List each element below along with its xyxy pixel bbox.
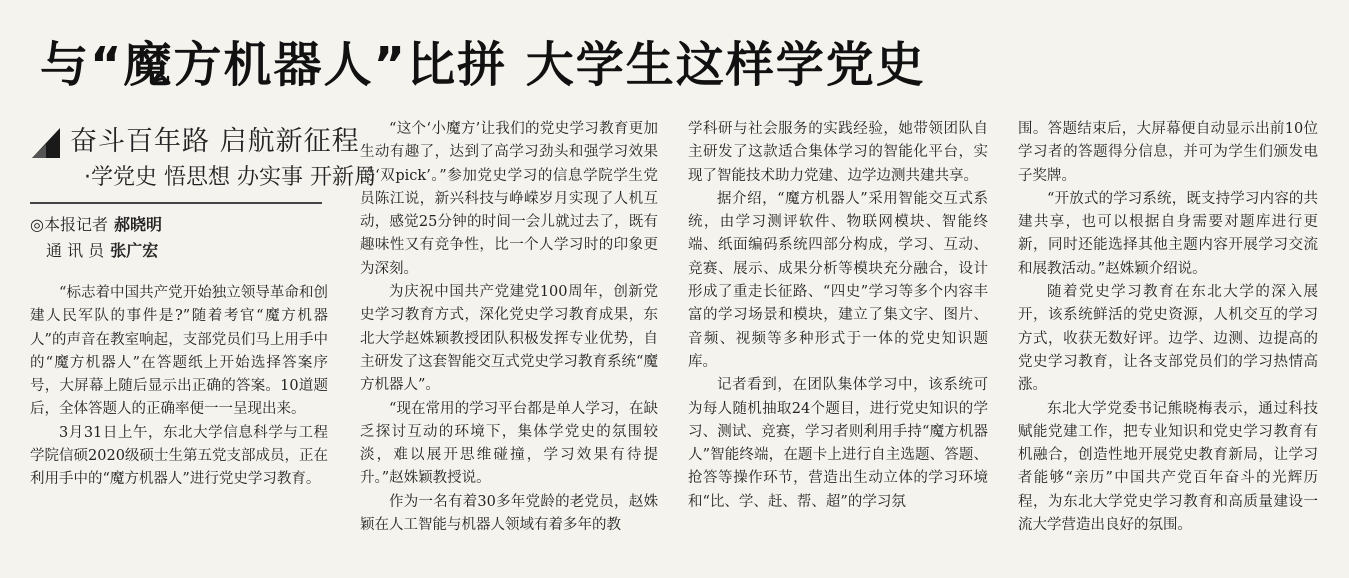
byline-correspondent [30,238,322,264]
byline-reporter [30,212,322,238]
article-paragraph: 为庆祝中国共产党建党100周年，创新党史学习教育方式，深化党史学习教育成果，东北大学赵姝颖教授团队积极发挥专业优势，自主研发了这套智能交互式党史学习教育系统“魔方机器人”。 [360,284,658,394]
article-paragraph: 记者看到，在团队集体学习中，该系统可为每人随机抽取24个题目，进行党史知识的学习、测试、竞赛，学习者则利用手持“魔方机器人”智能终端，在题卡上进行自主选题、答题、抢答等操作环节，营造出生动立体的学习环境和“比、学、赶、帮、超”的学习氛 [688,377,988,510]
column-banner [30,122,376,204]
byline-role: 通 讯 员 [30,241,105,260]
article-column-2 [360,118,658,537]
article-paragraph: “现在常用的学习平台都是单人学习，在缺乏探讨互动的环境下，集体学党史的氛围较淡，难以展开思维碰撞，学习效果有待提升。”赵姝颖教授说。 [360,400,658,487]
article-paragraph: 东北大学党委书记熊晓梅表示，通过科技赋能党建工作，把专业知识和党史学习教育有机融合，创造性地开展党史教育新局，让学习者能够“亲历”中国共产党百年奋斗的光辉历程，为东北大学党史学习教育和高质量建设一流大学营造出良好的氛围。 [1018,400,1318,534]
article-paragraph: 学科研与社会服务的实践经验，她带领团队自主研发了这款适合集体学习的智能化平台，实现了智能技术助力党建、边学边测共建共享。 [688,121,988,184]
article-paragraph: 据介绍，“魔方机器人”采用智能交互式系统，由学习测评软件、物联网模块、智能终端、纸面编码系统四部分构成，学习、互动、竞赛、展示、成果分析等模块充分融合，设计形成了重走长征路、“四史”学习等多个内容丰富的学习场景和模块，建立了集文字、图片、音频、视频等多种形式于一体的党史知识题库。 [688,190,988,370]
byline-name: 张广宏 [110,241,159,260]
byline-role: ◎本报记者 [30,215,108,234]
article-column-4 [1018,118,1318,537]
article-column-3 [688,118,988,514]
article-paragraph: 3月31日上午，东北大学信息科学与工程学院信硕2020级硕士生第五党支部成员，正在利用手中的“魔方机器人”进行党史学习教育。 [30,424,328,488]
article-paragraph: 随着党史学习教育在东北大学的深入展开，该系统鲜活的党史资源，人机交互的学习方式，收获无数好评。边学、边测、边提高的党史学习教育，让各支部党员们的学习热情高涨。 [1018,284,1318,394]
headline: 与“魔方机器人”比拼 大学生这样学党史 [40,37,926,93]
article-paragraph: 围。答题结束后，大屏幕便自动显示出前10位学习者的答题得分信息，并可为学生们颁发电子奖牌。 [1018,121,1318,184]
article-paragraph: “标志着中国共产党开始独立领导革命和创建人民军队的事件是?”随着考官“魔方机器人”的声音在教室响起，支部党员们马上用手中的“魔方机器人”在答题纸上开始选择答案序号，大屏幕上随后显示出正确的答案。10道题后，全体答题人的正确率便一一呈现出来。 [30,285,328,418]
article-column-1 [30,282,328,492]
banner-subtitle: ·学党史 悟思想 办实事 开新局 [84,165,376,190]
article-paragraph: “这个‘小魔方’让我们的党史学习教育更加生动有趣了，达到了高学习劲头和强学习效果的‘双pick’。”参加党史学习的信息学院学生党员陈江说，新兴科技与峥嵘岁月实现了人机互动，感觉25分钟的时间一会儿就过去了，既有趣味性又有竞争性，比一个人学习时的印象更为深刻。 [360,121,658,277]
article-paragraph: “开放式的学习系统，既支持学习内容的共建共享，也可以根据自身需要对题库进行更新，同时还能选择其他主题内容开展学习交流和展教活动。”赵姝颖介绍说。 [1018,190,1318,277]
article-paragraph: 作为一名有着30多年党龄的老党员，赵姝颖在人工智能与机器人领域有着多年的教 [360,493,658,534]
triangle-icon [30,126,64,160]
banner-title: 奋斗百年路 启航新征程 [70,126,360,157]
byline-name: 郝晓明 [113,215,162,234]
